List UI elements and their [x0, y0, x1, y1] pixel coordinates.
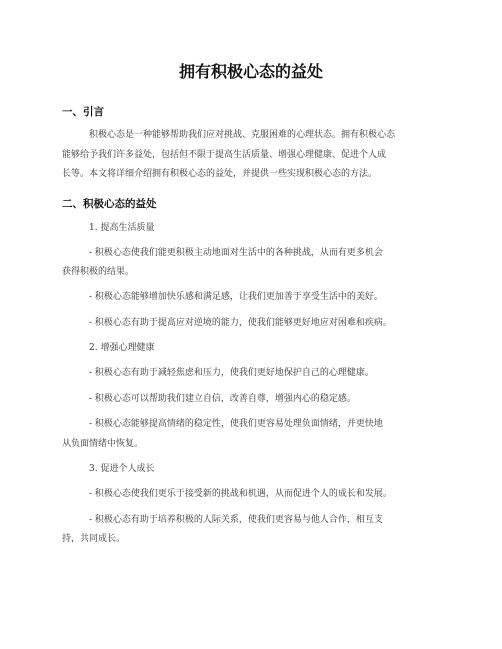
section-heading-intro: 一、引言 [62, 106, 104, 118]
intro-paragraph-line: 能够给予我们许多益处，包括但不限于提高生活质量、增强心理健康、促进个人成 [62, 150, 387, 160]
benefit-point: - 积极心态可以帮助我们建立自信，改善自尊，增强内心的稳定感。 [89, 394, 356, 404]
section-heading-benefits: 二、积极心态的益处 [62, 198, 157, 210]
benefit-point: - 积极心态有助于减轻焦虑和压力，使我们更好地保护自己的心理健康。 [89, 368, 374, 378]
intro-paragraph-line: 长等。本文将详细介绍拥有积极心态的益处，并提供一些实现积极心态的方法。 [62, 169, 378, 179]
benefit-item-title: 2. 增强心理健康 [89, 343, 155, 353]
benefit-item-title: 1. 提高生活质量 [89, 223, 155, 233]
benefit-point: - 积极心态有助于提高应对逆境的能力，使我们能够更好地应对困难和疾病。 [89, 318, 392, 328]
benefit-point-continued: 获得积极的结果。 [62, 267, 135, 277]
benefit-point-continued: 从负面情绪中恢复。 [62, 439, 144, 449]
benefit-point: - 积极心态能够增加快乐感和满足感，让我们更加善于享受生活中的美好。 [89, 292, 383, 302]
benefit-point: - 积极心态能够提高情绪的稳定性，使我们更容易处理负面情绪，并更快地 [89, 419, 383, 429]
benefit-point: - 积极心态使我们能更积极主动地面对生活中的各种挑战，从而有更多机会 [89, 248, 383, 258]
benefit-point-continued: 持，共同成长。 [62, 534, 126, 544]
benefit-item-title: 3. 促进个人成长 [89, 464, 155, 474]
document-title: 拥有积极心态的益处 [178, 62, 323, 81]
intro-paragraph-line: 积极心态是一种能够帮助我们应对挑战、克服困难的心理状态。拥有积极心态 [89, 130, 396, 140]
benefit-point: - 积极心态有助于培养积极的人际关系，使我们更容易与他人合作，相互支 [89, 515, 383, 525]
benefit-point: - 积极心态使我们更乐于接受新的挑战和机遇，从而促进个人的成长和发展。 [89, 489, 392, 499]
